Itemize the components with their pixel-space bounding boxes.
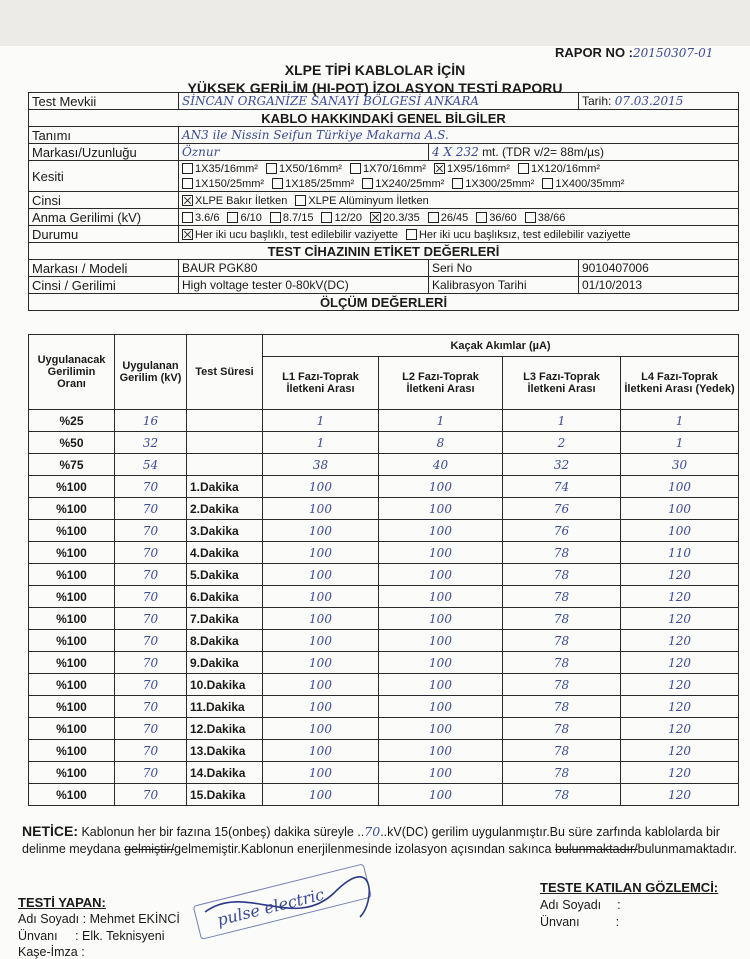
durum-option[interactable] <box>182 229 398 241</box>
cell-l3: 74 <box>503 476 621 498</box>
gozlemci-adi-label: Adı Soyadı <box>540 898 602 912</box>
cell-l3: 78 <box>503 652 621 674</box>
netice-kv: 70 <box>364 824 381 839</box>
cell-kv: 70 <box>115 476 187 498</box>
company-stamp-icon <box>185 862 385 942</box>
durumu-label: Durumu <box>29 226 179 243</box>
kesit-options <box>179 161 739 192</box>
checkbox-icon[interactable] <box>428 212 439 223</box>
anma-option[interactable] <box>321 212 362 224</box>
cable-section-title: KABLO HAKKINDAKİ GENEL BİLGİLER <box>29 110 739 127</box>
cell-l1: 100 <box>263 586 379 608</box>
option-label: 1X70/16mm² <box>362 163 426 175</box>
cell-l4: 100 <box>621 520 739 542</box>
measurement-row <box>29 476 739 498</box>
header-l4: L4 Fazı-Toprak İletkeni Arası (Yedek) <box>621 357 739 410</box>
checkbox-icon[interactable] <box>321 212 332 223</box>
cell-l4: 120 <box>621 652 739 674</box>
kesit-option[interactable] <box>266 163 342 175</box>
cell-l3: 78 <box>503 784 621 806</box>
cell-oran: %100 <box>29 586 115 608</box>
cell-l4: 120 <box>621 740 739 762</box>
cell-l2: 100 <box>379 696 503 718</box>
cell-kv: 54 <box>115 454 187 476</box>
option-label: 38/66 <box>537 212 566 224</box>
measurement-row <box>29 652 739 674</box>
kesit-option[interactable] <box>182 163 258 175</box>
checkbox-icon[interactable] <box>525 212 536 223</box>
cell-l3: 78 <box>503 762 621 784</box>
option-label: 26/45 <box>440 212 469 224</box>
kesit-option[interactable] <box>362 178 444 190</box>
cell-l1: 100 <box>263 740 379 762</box>
anma-option[interactable] <box>476 212 517 224</box>
kesit-option[interactable] <box>272 178 354 190</box>
cell-sure: 13.Dakika <box>187 740 263 762</box>
measurement-table <box>28 334 739 806</box>
checkbox-icon[interactable] <box>227 212 238 223</box>
cell-sure: 8.Dakika <box>187 630 263 652</box>
checkbox-icon[interactable] <box>542 178 553 189</box>
measurement-row <box>29 542 739 564</box>
uzunluk-cell <box>429 144 739 161</box>
cell-oran: %100 <box>29 740 115 762</box>
cell-l1: 100 <box>263 564 379 586</box>
cell-l1: 100 <box>263 520 379 542</box>
cell-l3: 78 <box>503 740 621 762</box>
netice-text-3: gelmemiştir.Kablonun enerjilenmesinde izolasyon açısından sakınca <box>174 842 555 856</box>
cell-oran: %100 <box>29 696 115 718</box>
header-l3: L3 Fazı-Toprak İletkeni Arası <box>503 357 621 410</box>
cell-l2: 100 <box>379 542 503 564</box>
cell-kv: 70 <box>115 718 187 740</box>
cell-oran: %50 <box>29 432 115 454</box>
option-label: 1X400/35mm² <box>555 178 625 190</box>
cell-l4: 120 <box>621 630 739 652</box>
cell-kv: 70 <box>115 630 187 652</box>
cell-sure: 9.Dakika <box>187 652 263 674</box>
option-label: 1X120/16mm² <box>530 163 601 175</box>
testi-yapan-unvani <box>18 929 165 943</box>
checkbox-checked-icon[interactable] <box>370 212 381 223</box>
gozlemci-adi <box>540 898 621 912</box>
tanimi-label: Tanımı <box>29 127 179 144</box>
gozlemci-unvani <box>540 915 619 929</box>
cell-l1: 100 <box>263 608 379 630</box>
gozlemci-unvani-colon: : <box>615 915 620 929</box>
cell-l3: 78 <box>503 564 621 586</box>
cell-l1: 1 <box>263 410 379 432</box>
checkbox-icon[interactable] <box>406 229 417 240</box>
durum-options <box>179 226 739 243</box>
cell-l2: 40 <box>379 454 503 476</box>
cell-l2: 100 <box>379 520 503 542</box>
title-line-2: YÜKSEK GERİLİM (HI-POT) İZOLASYON TESTİ RAPORU <box>187 80 563 96</box>
cell-l1: 100 <box>263 498 379 520</box>
cell-kv: 70 <box>115 652 187 674</box>
checkbox-icon[interactable] <box>182 212 193 223</box>
cell-sure: 2.Dakika <box>187 498 263 520</box>
cell-l4: 1 <box>621 432 739 454</box>
measurement-row <box>29 718 739 740</box>
tarih-cell <box>579 93 739 110</box>
cell-l3: 2 <box>503 432 621 454</box>
gozlemci-title: TESTE KATILAN GÖZLEMCİ: <box>540 880 719 895</box>
netice-text-4: bulunmamaktadır. <box>637 842 737 856</box>
cinsi-options <box>179 192 739 209</box>
model-value: BAUR PGK80 <box>179 260 429 277</box>
header-kv: Uygulanan Gerilim (kV) <box>115 335 187 410</box>
cell-l2: 100 <box>379 630 503 652</box>
kal-value: 01/10/2013 <box>579 277 739 294</box>
measurement-row <box>29 630 739 652</box>
option-label: 1X50/16mm² <box>278 163 342 175</box>
cell-kv: 70 <box>115 542 187 564</box>
cell-l1: 100 <box>263 718 379 740</box>
cell-l2: 100 <box>379 740 503 762</box>
cell-oran: %100 <box>29 608 115 630</box>
option-label: 12/20 <box>334 212 363 224</box>
measurement-row <box>29 674 739 696</box>
kesit-option[interactable] <box>350 163 426 175</box>
cins-value: High voltage tester 0-80kV(DC) <box>179 277 429 294</box>
cell-l3: 78 <box>503 608 621 630</box>
option-label: 1X95/16mm² <box>446 163 510 175</box>
cell-l2: 100 <box>379 498 503 520</box>
kase-imza-label: Kaşe-İmza : <box>18 945 85 959</box>
cell-sure: 11.Dakika <box>187 696 263 718</box>
cell-kv: 70 <box>115 520 187 542</box>
option-label: Her iki ucu başlıksız, test edilebilir vaziyette <box>418 229 631 241</box>
cell-l1: 100 <box>263 476 379 498</box>
cell-sure: 15.Dakika <box>187 784 263 806</box>
model-label: Markası / Modeli <box>29 260 179 277</box>
cell-l1: 100 <box>263 696 379 718</box>
report-no-value: 20150307-01 <box>633 46 714 60</box>
seri-label: Seri No <box>429 260 579 277</box>
checkbox-checked-icon[interactable] <box>182 229 193 240</box>
checkbox-icon[interactable] <box>270 212 281 223</box>
report-number <box>555 45 713 60</box>
cell-oran: %100 <box>29 674 115 696</box>
cell-oran: %100 <box>29 784 115 806</box>
cell-oran: %25 <box>29 410 115 432</box>
checkbox-icon[interactable] <box>295 195 306 206</box>
cell-l4: 100 <box>621 476 739 498</box>
header-oran: Uygulanacak Gerilimin Oranı <box>29 335 115 410</box>
netice-strike-2: bulunmaktadır/ <box>554 842 638 856</box>
cell-oran: %100 <box>29 498 115 520</box>
measurement-row <box>29 784 739 806</box>
cell-l4: 120 <box>621 608 739 630</box>
cell-l2: 100 <box>379 784 503 806</box>
cell-sure: 4.Dakika <box>187 542 263 564</box>
cell-kv: 70 <box>115 740 187 762</box>
cell-l4: 120 <box>621 762 739 784</box>
measurement-row <box>29 410 739 432</box>
photo-background <box>0 0 750 46</box>
cell-oran: %100 <box>29 564 115 586</box>
cell-oran: %100 <box>29 542 115 564</box>
uzunluk-value: 4 X 232 <box>432 145 479 159</box>
option-label: XLPE Bakır İletken <box>195 195 288 207</box>
cell-oran: %100 <box>29 762 115 784</box>
checkbox-checked-icon[interactable] <box>434 163 445 174</box>
option-label: 1X185/25mm² <box>285 178 355 190</box>
option-label: 1X240/25mm² <box>375 178 445 190</box>
measurement-row <box>29 608 739 630</box>
checkbox-icon[interactable] <box>182 178 193 189</box>
seri-value: 9010407006 <box>579 260 739 277</box>
cell-l1: 38 <box>263 454 379 476</box>
cell-l4: 120 <box>621 586 739 608</box>
cell-l3: 1 <box>503 410 621 432</box>
option-label: 1X300/25mm² <box>465 178 535 190</box>
stamp-brand: pulse electric <box>215 884 327 930</box>
kesit-option[interactable] <box>452 178 534 190</box>
test-mevkii-label: Test Mevkii <box>29 93 179 110</box>
cell-l4: 100 <box>621 498 739 520</box>
checkbox-icon[interactable] <box>518 163 529 174</box>
cell-l3: 76 <box>503 520 621 542</box>
netice-paragraph <box>22 823 742 858</box>
option-label: 3.6/6 <box>195 212 220 224</box>
anma-option[interactable] <box>525 212 566 224</box>
cell-l1: 100 <box>263 652 379 674</box>
testi-yapan-unvani-label: Ünvanı <box>18 929 58 943</box>
durum-option[interactable] <box>406 229 631 241</box>
cell-sure <box>187 454 263 476</box>
option-label: 8.7/15 <box>282 212 314 224</box>
cinsi-option[interactable] <box>295 195 428 207</box>
cell-kv: 70 <box>115 784 187 806</box>
cinsi-option[interactable] <box>182 195 287 207</box>
measurement-row <box>29 432 739 454</box>
tanimi-value: AN3 ile Nissin Seifun Türkiye Makarna A.S. <box>179 127 739 144</box>
measure-section-title: ÖLÇÜM DEĞERLERİ <box>29 294 739 311</box>
device-section-title: TEST CİHAZININ ETİKET DEĞERLERİ <box>29 243 739 260</box>
cell-l2: 1 <box>379 410 503 432</box>
header-sure: Test Süresi <box>187 335 263 410</box>
measurement-row <box>29 740 739 762</box>
option-label: XLPE Alüminyum İletken <box>308 195 429 207</box>
cell-l3: 78 <box>503 586 621 608</box>
option-label: 6/10 <box>240 212 262 224</box>
cell-l2: 100 <box>379 564 503 586</box>
cinsi-label: Cinsi <box>29 192 179 209</box>
cell-l4: 1 <box>621 410 739 432</box>
measurement-row <box>29 586 739 608</box>
cell-kv: 70 <box>115 498 187 520</box>
cell-sure <box>187 432 263 454</box>
gozlemci-unvani-label: Ünvanı <box>540 915 580 929</box>
cell-kv: 70 <box>115 608 187 630</box>
anma-option[interactable] <box>182 212 219 224</box>
cell-l4: 120 <box>621 696 739 718</box>
cell-kv: 70 <box>115 674 187 696</box>
header-l2: L2 Fazı-Toprak İletkeni Arası <box>379 357 503 410</box>
tarih-label: Tarih: <box>582 94 612 108</box>
measurement-row <box>29 696 739 718</box>
cell-l2: 100 <box>379 608 503 630</box>
measurement-row <box>29 520 739 542</box>
kesit-option[interactable] <box>182 178 264 190</box>
cell-sure: 5.Dakika <box>187 564 263 586</box>
netice-text-2: ..kV(DC) gerilim uygulanmıştır.Bu süre zarfında kablolarda bir delinme meydana <box>22 825 720 856</box>
netice-label: NETİCE: <box>22 823 78 839</box>
checkbox-icon[interactable] <box>362 178 373 189</box>
cell-sure: 7.Dakika <box>187 608 263 630</box>
title-line-1: XLPE TİPİ KABLOLAR İÇİN <box>284 62 466 78</box>
uzunluk-suffix: mt. (TDR v/2= 88m/µs) <box>482 145 604 159</box>
kesit-option[interactable] <box>542 178 624 190</box>
tarih-value: 07.03.2015 <box>614 94 684 108</box>
anma-option[interactable] <box>370 212 420 224</box>
option-label: 36/60 <box>489 212 517 224</box>
option-label: 20.3/35 <box>383 212 420 224</box>
anma-option[interactable] <box>227 212 261 224</box>
cell-l4: 120 <box>621 674 739 696</box>
cell-l4: 120 <box>621 784 739 806</box>
cell-oran: %100 <box>29 520 115 542</box>
cell-l3: 78 <box>503 696 621 718</box>
testi-yapan-title: TESTİ YAPAN: <box>18 895 106 910</box>
cell-sure: 10.Dakika <box>187 674 263 696</box>
cell-l3: 32 <box>503 454 621 476</box>
kesit-option[interactable] <box>434 163 510 175</box>
header-kacak: Kaçak Akımlar (µA) <box>263 335 739 357</box>
cell-l3: 76 <box>503 498 621 520</box>
option-label: Her iki ucu başlıklı, test edilebilir vaziyette <box>195 229 398 241</box>
cell-oran: %100 <box>29 652 115 674</box>
markasi-label: Markası/Uzunluğu <box>29 144 179 161</box>
measurement-row <box>29 564 739 586</box>
measurement-row <box>29 454 739 476</box>
cell-sure: 12.Dakika <box>187 718 263 740</box>
cell-l4: 120 <box>621 564 739 586</box>
checkbox-checked-icon[interactable] <box>182 195 193 206</box>
anma-option[interactable] <box>270 212 314 224</box>
measurement-row <box>29 498 739 520</box>
cell-l4: 120 <box>621 718 739 740</box>
cell-l2: 8 <box>379 432 503 454</box>
cell-l1: 1 <box>263 432 379 454</box>
cell-sure <box>187 410 263 432</box>
cell-oran: %100 <box>29 630 115 652</box>
cins-label: Cinsi / Gerilimi <box>29 277 179 294</box>
cell-sure: 3.Dakika <box>187 520 263 542</box>
cell-oran: %75 <box>29 454 115 476</box>
cell-l2: 100 <box>379 674 503 696</box>
checkbox-icon[interactable] <box>452 178 463 189</box>
cell-l3: 78 <box>503 718 621 740</box>
cell-sure: 6.Dakika <box>187 586 263 608</box>
checkbox-icon[interactable] <box>476 212 487 223</box>
cell-l3: 78 <box>503 630 621 652</box>
cell-oran: %100 <box>29 718 115 740</box>
cell-l1: 100 <box>263 542 379 564</box>
kal-label: Kalibrasyon Tarihi <box>429 277 579 294</box>
cell-kv: 16 <box>115 410 187 432</box>
cell-l2: 100 <box>379 762 503 784</box>
testi-yapan-adi-label: Adı Soyadı : <box>18 912 90 926</box>
anma-options <box>179 209 739 226</box>
anma-label: Anma Gerilimi (kV) <box>29 209 179 226</box>
cell-l4: 30 <box>621 454 739 476</box>
header-l1: L1 Fazı-Toprak İletkeni Arası <box>263 357 379 410</box>
measurement-row <box>29 762 739 784</box>
cell-l1: 100 <box>263 784 379 806</box>
checkbox-icon[interactable] <box>266 163 277 174</box>
cell-oran: %100 <box>29 476 115 498</box>
checkbox-icon[interactable] <box>350 163 361 174</box>
cell-kv: 70 <box>115 696 187 718</box>
cell-l3: 78 <box>503 542 621 564</box>
testi-yapan-adi-value: Mehmet EKİNCİ <box>89 912 180 926</box>
cell-l2: 100 <box>379 718 503 740</box>
checkbox-icon[interactable] <box>182 163 193 174</box>
kesit-option[interactable] <box>518 163 600 175</box>
option-label: 1X150/25mm² <box>195 178 265 190</box>
checkbox-icon[interactable] <box>272 178 283 189</box>
cell-l2: 100 <box>379 586 503 608</box>
cell-l1: 100 <box>263 674 379 696</box>
markasi-value: Öznur <box>179 144 429 161</box>
test-mevkii-value: SİNCAN ORGANİZE SANAYİ BÖLGESİ ANKARA <box>179 93 579 110</box>
cell-kv: 32 <box>115 432 187 454</box>
cell-l1: 100 <box>263 630 379 652</box>
testi-yapan-unvani-value: : Elk. Teknisyeni <box>75 929 165 943</box>
testi-yapan-adi <box>18 912 180 926</box>
netice-text-1: Kablonun her bir fazına 15(onbeş) dakika süreyle .. <box>78 825 365 839</box>
option-label: 1X35/16mm² <box>195 163 258 175</box>
report-no-label: RAPOR NO : <box>555 45 633 60</box>
anma-option[interactable] <box>428 212 469 224</box>
cell-kv: 70 <box>115 762 187 784</box>
cell-l2: 100 <box>379 652 503 674</box>
kesiti-label: Kesiti <box>29 161 179 192</box>
cell-l2: 100 <box>379 476 503 498</box>
gozlemci-adi-colon: : <box>617 898 621 912</box>
cell-sure: 1.Dakika <box>187 476 263 498</box>
cell-sure: 14.Dakika <box>187 762 263 784</box>
cell-l3: 78 <box>503 674 621 696</box>
cell-kv: 70 <box>115 564 187 586</box>
cell-kv: 70 <box>115 586 187 608</box>
cell-l1: 100 <box>263 762 379 784</box>
cell-l4: 110 <box>621 542 739 564</box>
netice-strike-1: gelmiştir/ <box>124 842 175 856</box>
info-table <box>28 92 739 311</box>
